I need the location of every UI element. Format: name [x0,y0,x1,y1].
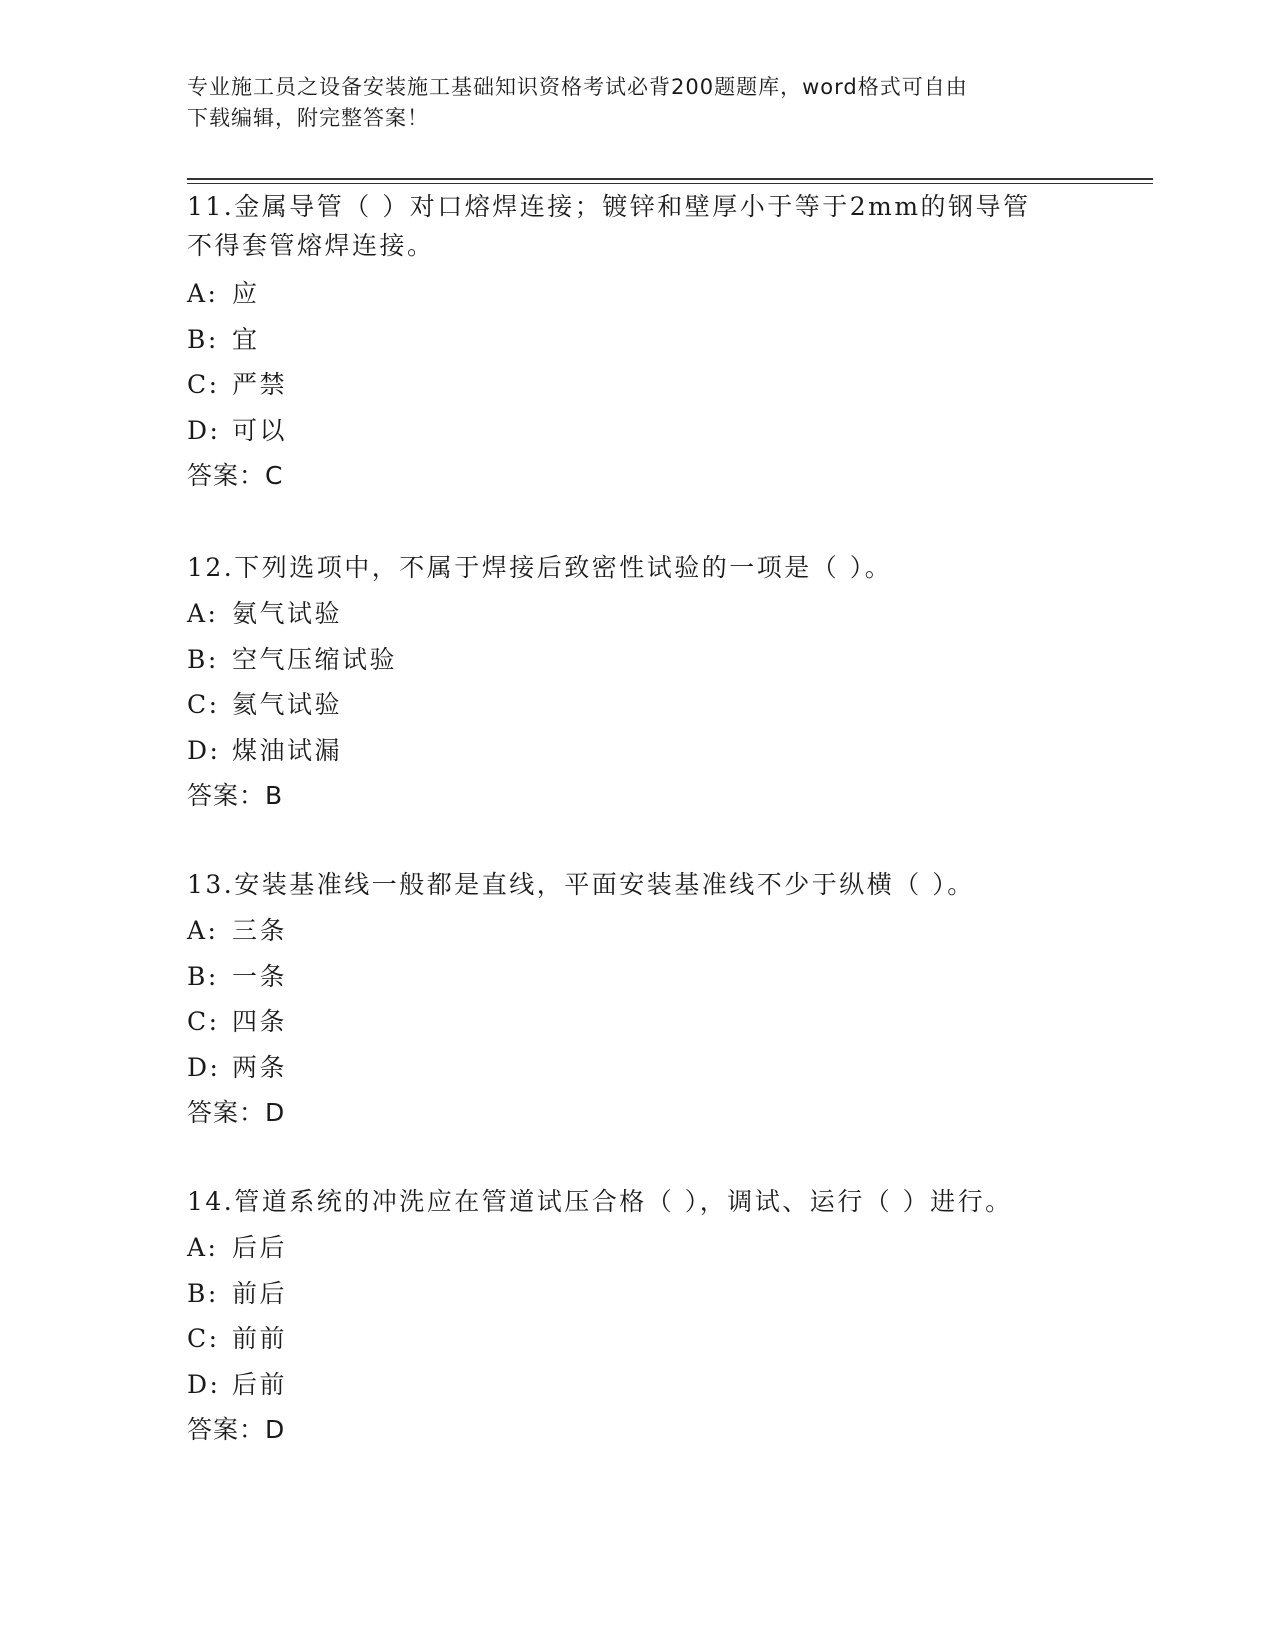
option-text: 严禁 [232,370,288,399]
question-13 [187,865,1087,1135]
question-stem [187,1182,1087,1221]
option-text: 可以 [232,415,288,445]
question-stem [187,187,1087,265]
option-text: 宜 [232,324,260,354]
option-d [187,1045,1087,1091]
answer-line: 答案：D [187,1098,286,1127]
question-14 [187,1182,1087,1452]
option-text: 后前 [232,1369,288,1399]
option-a [187,1225,1087,1271]
question-stem-line: 14.管道系统的冲洗应在管道试压合格（ ），调试、运行（ ）进行。 [187,1187,1013,1216]
header-divider-bottom [187,183,1153,184]
option-text: 煤油试漏 [232,735,343,765]
option-a [187,908,1087,954]
option-key: C: [187,1324,220,1353]
option-key: A: [187,599,219,628]
option-key: D: [187,1052,221,1082]
option-c [187,1316,1087,1362]
option-key: A: [187,916,219,945]
option-text: 空气压缩试验 [232,644,398,674]
option-c [187,999,1087,1045]
option-d [187,1362,1087,1408]
option-c [187,682,1087,728]
question-stem-line: 13.安装基准线一般都是直线，平面安装基准线不少于纵横（ ）。 [187,870,975,899]
option-key: D: [187,415,221,445]
option-a [187,271,1087,317]
option-key: C: [187,370,220,399]
option-key: D: [187,1369,221,1399]
option-key: B: [187,961,219,991]
question-stem-line: 12.下列选项中，不属于焊接后致密性试验的一项是（ ）。 [187,553,893,582]
header-line-2: 下载编辑，附完整答案！ [187,106,429,130]
option-a [187,591,1087,637]
header-line-1: 专业施工员之设备安装施工基础知识资格考试必背200题题库，word格式可自由 [187,75,968,99]
option-key: C: [187,690,220,719]
answer-line: 答案：B [187,781,284,810]
option-key: D: [187,735,221,765]
option-text: 前前 [232,1324,288,1353]
question-stem [187,548,1087,587]
option-text: 三条 [232,916,288,945]
option-b [187,317,1087,363]
option-key: A: [187,1233,219,1262]
option-text: 四条 [232,1007,288,1036]
option-c [187,362,1087,408]
option-key: A: [187,279,219,308]
question-stem-line: 不得套管熔焊连接。 [187,231,435,260]
option-text: 一条 [232,961,288,991]
question-12 [187,548,1087,818]
option-key: B: [187,324,219,354]
option-text: 两条 [232,1052,288,1082]
option-key: C: [187,1007,220,1036]
option-text: 应 [232,279,260,308]
question-stem-line: 11.金属导管（ ）对口熔焊连接；镀锌和壁厚小于等于2mm的钢导管 [187,192,1031,221]
question-11 [187,187,1087,498]
option-text: 氦气试验 [232,690,343,719]
option-b [187,1271,1087,1317]
option-key: B: [187,644,219,674]
document-header [187,72,1067,134]
option-key: B: [187,1278,219,1308]
option-text: 后后 [232,1233,288,1262]
option-b [187,637,1087,683]
option-d [187,728,1087,774]
header-divider-top [187,178,1153,180]
question-stem [187,865,1087,904]
option-text: 前后 [232,1278,288,1308]
option-b [187,954,1087,1000]
answer-line: 答案：C [187,461,284,490]
option-d [187,408,1087,454]
answer-line: 答案：D [187,1415,286,1444]
option-text: 氨气试验 [232,599,343,628]
